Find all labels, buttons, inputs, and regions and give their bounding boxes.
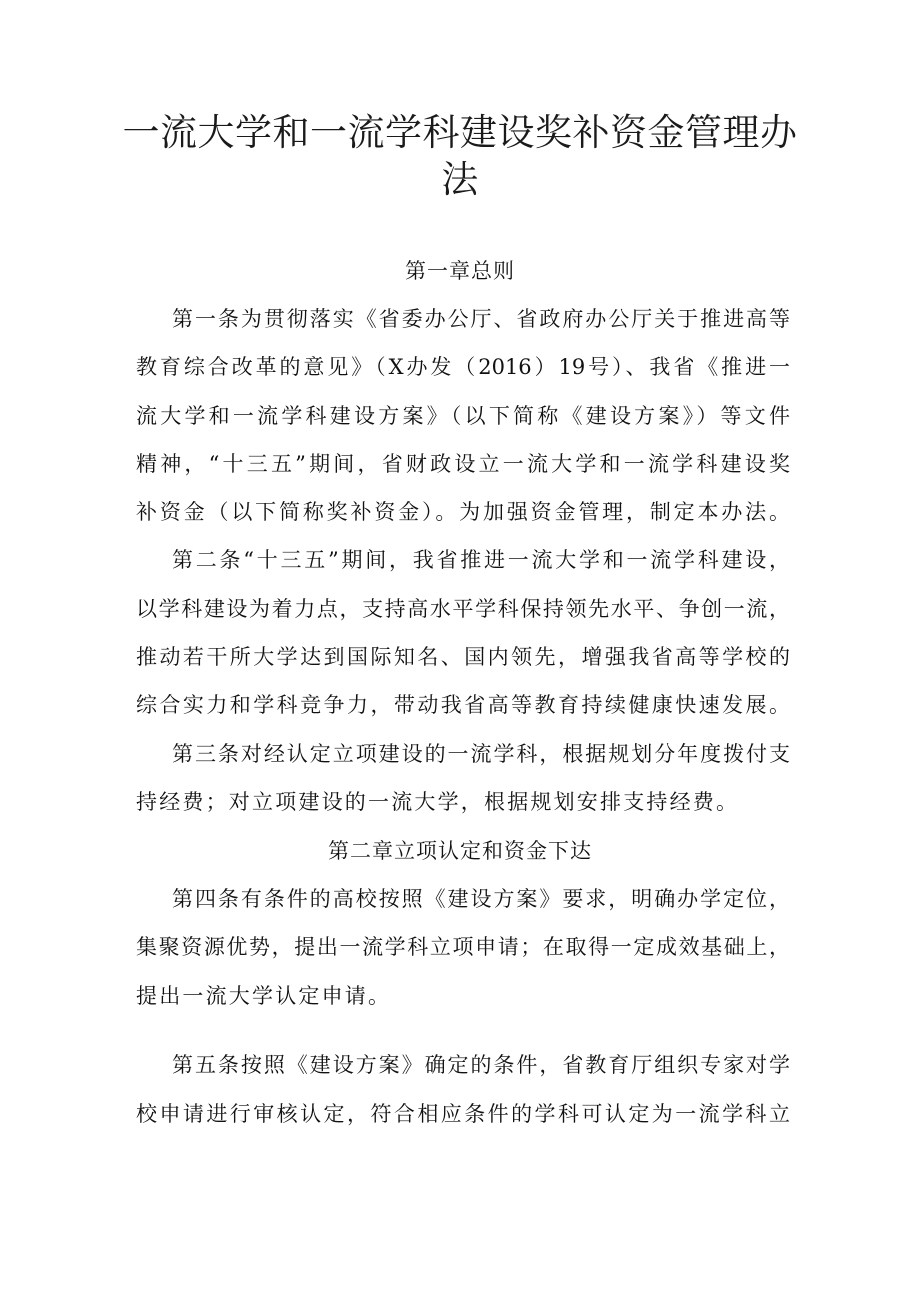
article-4-line-3: 提出一流大学认定申请。 [136,984,392,1008]
article-1-line-3: 流大学和一流学科建设方案》（以下简称《建设方案》）等文件 [136,404,790,428]
document-title-line-1: 一流大学和一流学科建设奖补资金管理办 [122,111,798,154]
article-2-line-2: 以学科建设为着力点，支持高水平学科保持领先水平、争创一流， [136,597,790,621]
document-title-line-2: 法 [441,158,479,201]
article-3-line-1: 第三条对经认定立项建设的一流学科，根据规划分年度拨付支 [172,742,790,766]
article-1-line-2: 教育综合改革的意见》（X办发（2016）19号）、我省《推进一 [136,355,790,379]
article-1-line-1: 第一条为贯彻落实《省委办公厅、省政府办公厅关于推进高等 [172,307,790,331]
article-1-line-4: 精神，“十三五”期间，省财政设立一流大学和一流学科建设奖 [136,452,790,476]
article-5-line-1: 第五条按照《建设方案》确定的条件，省教育厅组织专家对学 [172,1053,790,1077]
chapter-heading-2: 第二章立项认定和资金下达 [328,839,592,863]
article-4-line-1: 第四条有条件的高校按照《建设方案》要求，明确办学定位， [172,887,790,911]
chapter-heading-1: 第一章总则 [405,259,515,283]
article-2-line-4: 综合实力和学科竞争力，带动我省高等教育持续健康快速发展。 [136,693,790,717]
article-3-line-2: 持经费；对立项建设的一流大学，根据规划安排支持经费。 [136,790,740,814]
article-1-line-5: 补资金（以下简称奖补资金）。为加强资金管理，制定本办法。 [136,500,790,524]
article-4-line-2: 集聚资源优势，提出一流学科立项申请；在取得一定成效基础上， [136,935,790,959]
article-2-line-3: 推动若干所大学达到国际知名、国内领先，增强我省高等学校的 [136,645,790,669]
article-5-line-2: 校申请进行审核认定，符合相应条件的学科可认定为一流学科立 [136,1102,790,1126]
article-2-line-1: 第二条“十三五”期间，我省推进一流大学和一流学科建设， [172,548,790,572]
